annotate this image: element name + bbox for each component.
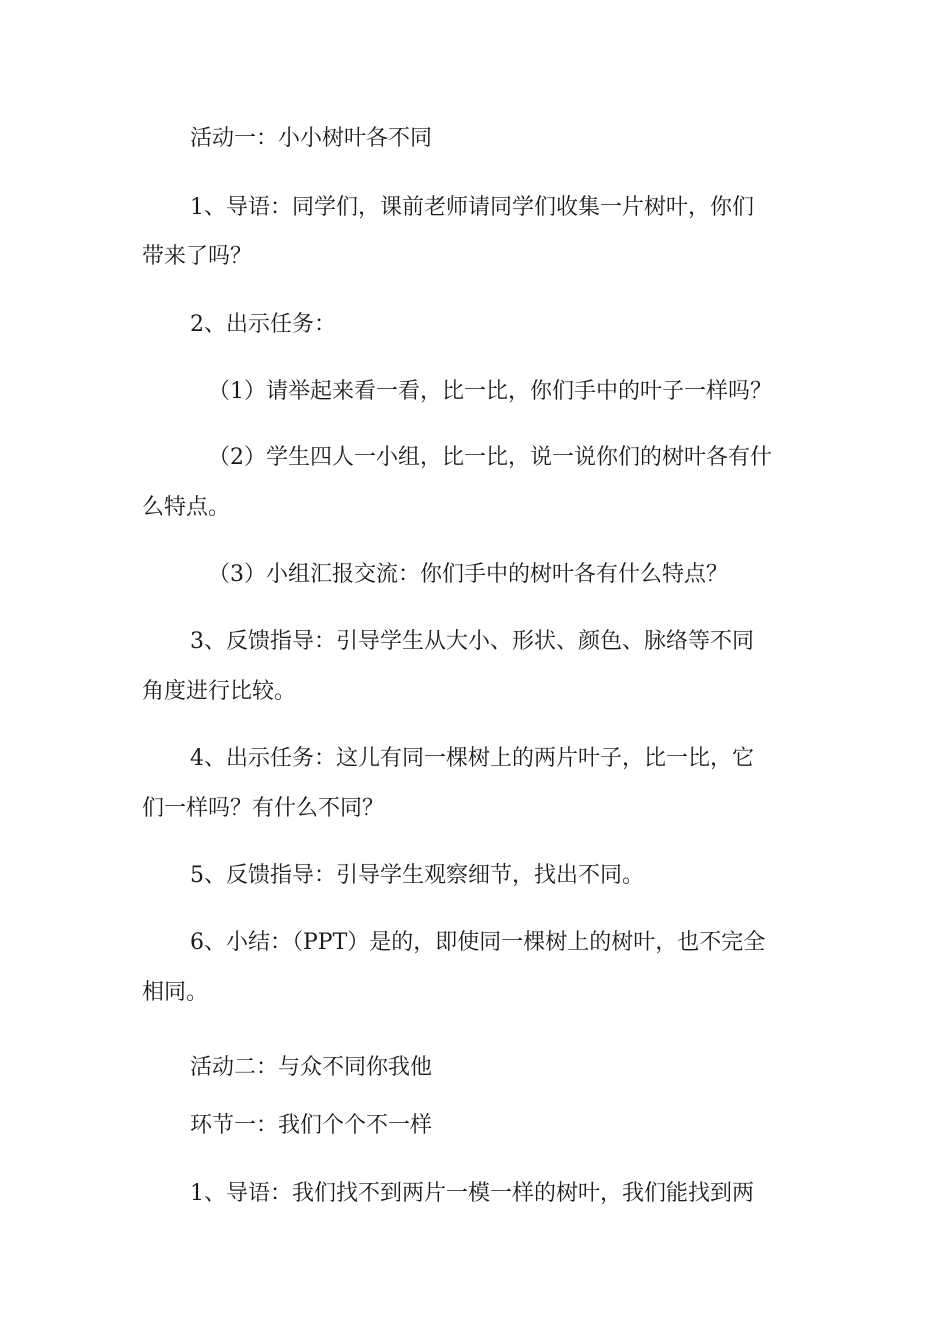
paragraph-1-line-1: 1、导语：同学们，课前老师请同学们收集一片树叶，你们 [190, 195, 754, 220]
paragraph-6-line-2: 相同。 [142, 980, 209, 1005]
paragraph-5: 5、反馈指导：引导学生观察细节，找出不同。 [190, 863, 644, 888]
paragraph-7-line-1: 1、导语：我们找不到两片一模一样的树叶，我们能找到两 [190, 1181, 754, 1206]
paragraph-1-line-2: 带来了吗？ [142, 244, 253, 269]
paragraph-4-line-2: 们一样吗？有什么不同？ [142, 796, 385, 821]
activity-one-heading: 活动一：小小树叶各不同 [190, 126, 433, 151]
task-item-2-line-2: 么特点。 [142, 495, 231, 520]
task-item-1: （1）请举起来看一看，比一比，你们手中的叶子一样吗？ [208, 379, 772, 404]
paragraph-6-line-1: 6、小结：（PPT）是的，即使同一棵树上的树叶，也不完全 [190, 930, 766, 955]
section-one-heading: 环节一：我们个个不一样 [190, 1113, 433, 1138]
paragraph-3-line-1: 3、反馈指导：引导学生从大小、形状、颜色、脉络等不同 [190, 629, 754, 654]
task-item-2-line-1: （2）学生四人一小组，比一比，说一说你们的树叶各有什 [208, 445, 772, 470]
paragraph-3-line-2: 角度进行比较。 [142, 679, 297, 704]
paragraph-2: 2、出示任务： [190, 312, 336, 337]
task-item-3: （3）小组汇报交流：你们手中的树叶各有什么特点？ [208, 562, 728, 587]
paragraph-4-line-1: 4、出示任务：这儿有同一棵树上的两片叶子，比一比，它 [190, 746, 754, 771]
activity-two-heading: 活动二：与众不同你我他 [190, 1055, 433, 1080]
